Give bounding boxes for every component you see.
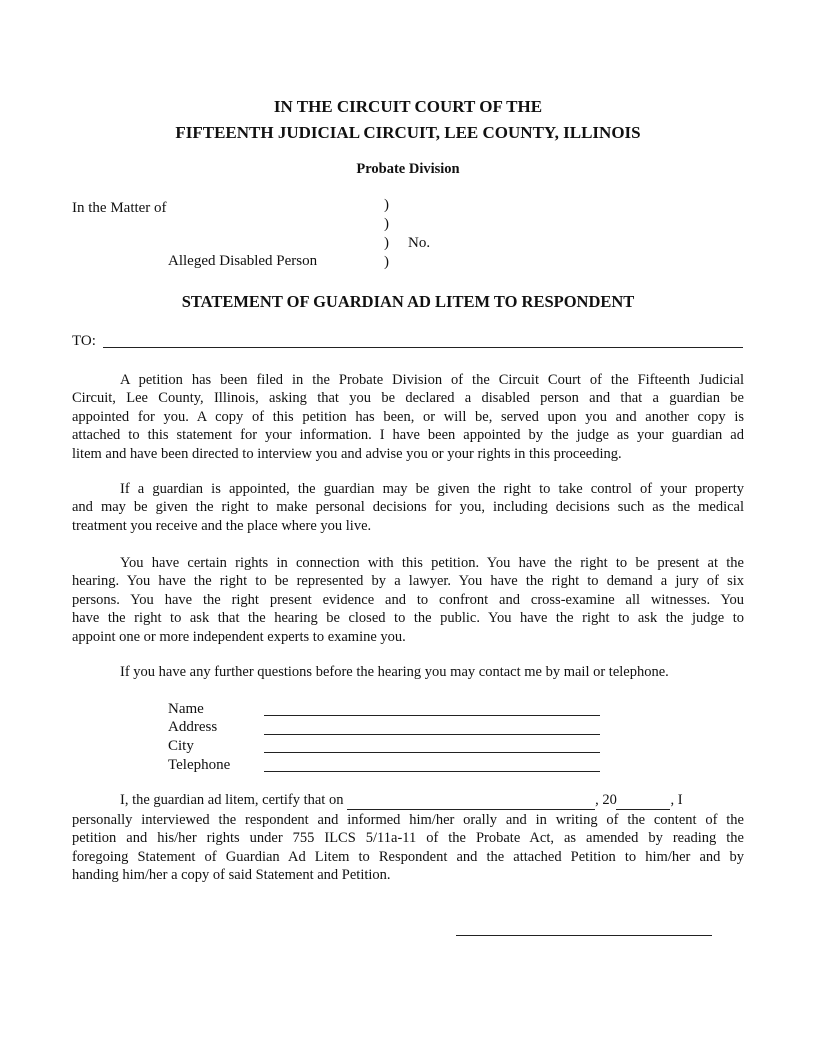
paragraph-line: If a guardian is appointed, the guardian may be given the right to take control of your property bbox=[120, 481, 744, 497]
paragraph-line: attached to this statement for your information. I have been appointed by the judge as your guardian ad bbox=[72, 427, 744, 444]
paragraph-guardian-appointed bbox=[72, 480, 744, 535]
paragraph-line: and may be given the right to make personal decisions for you, including decisions such as the medical bbox=[72, 499, 744, 516]
court-heading-line1: IN THE CIRCUIT COURT OF THE bbox=[273, 97, 543, 116]
paragraph-petition-filed bbox=[72, 371, 744, 463]
paragraph-line: personally interviewed the respondent and informed him/her orally and in writing of the content of the bbox=[72, 812, 744, 828]
division-label: Probate Division bbox=[356, 161, 460, 177]
telephone-label: Telephone bbox=[168, 757, 231, 773]
paragraph-line: petition and his/her rights under 755 ILCS 5/11a-11 of the Probate Act, as amended by reading the bbox=[72, 830, 744, 847]
to-blank-line[interactable] bbox=[103, 347, 743, 348]
telephone-blank-line[interactable] bbox=[264, 771, 600, 772]
certification-intro-end: , I bbox=[670, 792, 683, 808]
address-blank-line[interactable] bbox=[264, 734, 600, 735]
paragraph-line: Circuit, Lee County, Illinois, asking that you be declared a disabled person and that a guardian be bbox=[72, 390, 744, 407]
to-label: TO: bbox=[72, 333, 96, 349]
paragraph-line: have the right to ask that the hearing be closed to the public. You have the right to ask the judge to bbox=[72, 610, 744, 627]
certification-year-prefix: , 20 bbox=[595, 792, 617, 808]
paragraph-line: handing him/her a copy of said Statement and Petition. bbox=[72, 867, 391, 884]
caption-paren-2: ) bbox=[384, 216, 389, 232]
alleged-disabled-person-label: Alleged Disabled Person bbox=[168, 253, 318, 269]
paragraph-line: appointed for you. A copy of this petition has been, or will be, served upon you and another copy is bbox=[72, 408, 744, 425]
paragraph-line: treatment you receive and the place where you live. bbox=[72, 517, 372, 534]
city-blank-line[interactable] bbox=[264, 752, 600, 753]
paragraph-line: appoint one or more independent experts to examine you. bbox=[72, 628, 406, 645]
paragraph-line: persons. You have the right present evidence and to confront and cross-examine all witnesses. You bbox=[72, 591, 744, 608]
in-the-matter-of-label: In the Matter of bbox=[72, 200, 167, 216]
caption-paren-4: ) bbox=[384, 254, 389, 270]
paragraph-line: A petition has been filed in the Probate Division of the Circuit Court of the Fifteenth Judicial bbox=[120, 372, 744, 388]
certification-year-blank[interactable] bbox=[616, 792, 670, 810]
paragraph-contact: If you have any further questions before the hearing you may contact me by mail or telephone. bbox=[120, 664, 669, 680]
paragraph-line: You have certain rights in connection with this petition. You have the right to be present at the bbox=[120, 555, 744, 571]
certification-paragraph bbox=[72, 811, 744, 885]
address-label: Address bbox=[168, 719, 218, 735]
certification-first-line bbox=[120, 792, 683, 810]
paragraph-line: litem and have been directed to interview you and advise you or your rights in this proceeding. bbox=[72, 445, 622, 462]
paragraph-line: foregoing Statement of Guardian Ad Litem to Respondent and the attached Petition to him/her and by bbox=[72, 848, 744, 865]
name-label: Name bbox=[168, 701, 204, 717]
case-number-label: No. bbox=[408, 235, 431, 251]
court-heading-line2: FIFTEENTH JUDICIAL CIRCUIT, LEE COUNTY, ILLINOIS bbox=[175, 123, 641, 142]
signature-line[interactable] bbox=[456, 935, 712, 936]
caption-paren-3: ) bbox=[384, 235, 389, 251]
name-blank-line[interactable] bbox=[264, 715, 600, 716]
city-label: City bbox=[168, 738, 194, 754]
paragraph-rights bbox=[72, 554, 744, 646]
document-title: STATEMENT OF GUARDIAN AD LITEM TO RESPONDENT bbox=[181, 292, 635, 311]
certification-intro: I, the guardian ad litem, certify that on bbox=[120, 792, 344, 808]
paragraph-line: hearing. You have the right to be represented by a lawyer. You have the right to demand a jury of six bbox=[72, 573, 744, 590]
certification-date-blank[interactable] bbox=[347, 792, 595, 810]
caption-paren-1: ) bbox=[384, 197, 389, 213]
